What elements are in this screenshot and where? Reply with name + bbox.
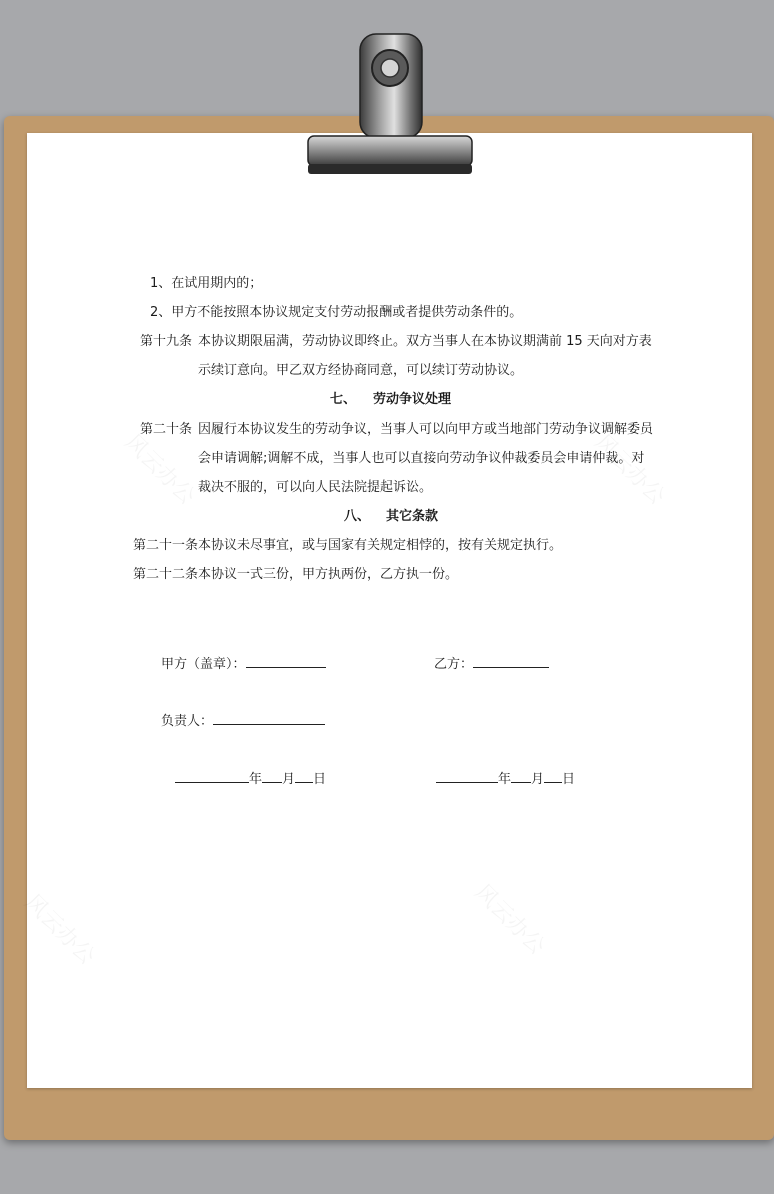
day-label: 日 (562, 772, 576, 787)
year-label: 年 (498, 772, 512, 787)
document-page (27, 133, 752, 1088)
month-blank (511, 770, 531, 783)
responsible-signature-line (213, 712, 325, 725)
list-item: 2、甲方不能按照本协议规定支付劳动报酬或者提供劳动条件的。 (150, 305, 523, 320)
party-a-label (161, 655, 326, 673)
section-number: 七、 (330, 392, 357, 407)
article-text: 第二十二条本协议一式三份，甲方执两份，乙方执一份。 (133, 567, 459, 582)
section-title: 劳动争议处理 (373, 392, 452, 407)
day-label: 日 (313, 772, 327, 787)
article-label: 第二十条 (140, 422, 193, 437)
article-text: 第二十一条本协议未尽事宜，或与国家有关规定相悖的，按有关规定执行。 (133, 538, 563, 553)
article-text: 因履行本协议发生的劳动争议，当事人可以向甲方或当地部门劳动争议调解委员 (198, 422, 654, 437)
article-text: 示续订意向。甲乙双方经协商同意，可以续订劳动协议。 (198, 363, 524, 378)
responsible-text: 负责人： (161, 714, 214, 729)
party-a-signature-line (246, 655, 326, 668)
day-blank (295, 770, 313, 783)
article-label: 第十九条 (140, 334, 193, 349)
date-line-a (175, 770, 326, 788)
day-blank (544, 770, 562, 783)
watermark (19, 886, 103, 970)
watermark (589, 426, 673, 510)
article-text: 裁决不服的，可以向人民法院提起诉讼。 (198, 480, 433, 495)
year-label: 年 (249, 772, 263, 787)
watermark (469, 876, 553, 960)
year-blank (175, 770, 249, 783)
party-b-signature-line (473, 655, 549, 668)
month-label: 月 (282, 772, 296, 787)
year-blank (436, 770, 498, 783)
party-b-text: 乙方： (434, 657, 474, 672)
party-a-text: 甲方（盖章）： (161, 657, 246, 672)
list-item: 1、在试用期内的； (150, 276, 263, 291)
responsible-label (161, 712, 325, 730)
section-number: 八、 (344, 509, 371, 524)
watermark (119, 426, 203, 510)
article-text: 会申请调解;调解不成，当事人也可以直接向劳动争议仲裁委员会申请仲裁。对 (198, 451, 645, 466)
section-title: 其它条款 (386, 509, 439, 524)
binder-clip-icon (300, 26, 480, 178)
month-label: 月 (531, 772, 545, 787)
date-line-b (436, 770, 575, 788)
party-b-label (434, 655, 549, 673)
month-blank (262, 770, 282, 783)
article-text: 本协议期限届满，劳动协议即终止。双方当事人在本协议期满前 15 天向对方表 (198, 334, 652, 349)
